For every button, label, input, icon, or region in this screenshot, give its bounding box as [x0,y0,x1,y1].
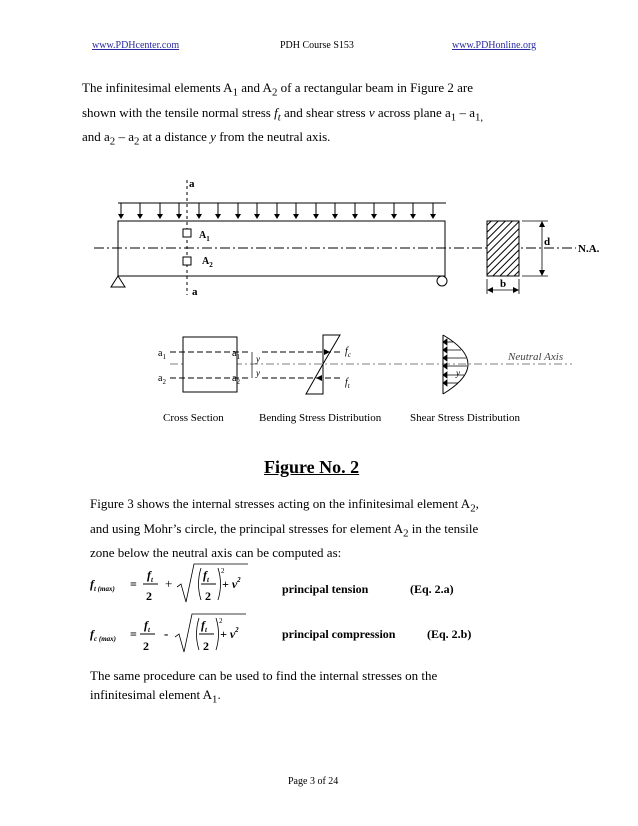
cross-section-rect [183,337,237,392]
svg-text:2: 2 [146,589,152,603]
svg-text:2: 2 [203,639,209,653]
equation-principal-compression [80,610,560,658]
svg-text:2: 2 [143,639,149,653]
y-dim-lower: y [256,368,260,378]
eq2-ref: (Eq. 2.b) [427,627,472,641]
svg-text:ft: $f_t$ [144,618,150,634]
eq1-ref: (Eq. 2.a) [410,582,454,596]
eq2-label: principal compression [282,627,396,641]
y-dim-upper: y [256,354,260,364]
shear-y-label: y [456,368,460,378]
roller-support [437,276,447,286]
stress-diagrams [0,330,638,430]
a1-left-label: $a_1$ [158,348,166,361]
header-left-link[interactable]: www.PDHcenter.com [92,40,180,51]
equation-principal-tension [80,560,560,608]
a2-left-label: $a_2$ [158,373,166,386]
svg-text:-: - [164,626,169,641]
svg-text:+ v2: + $v^2$ [220,626,239,641]
neutral-axis-caption: Neutral Axis [508,351,564,363]
label-a2: $A_2$ [202,256,213,269]
closing-paragraph: The same procedure can be used to find the internal stresses on the infinitesimal element $A_1$. [90,668,438,706]
svg-text:2: 2 [221,567,225,575]
svg-text:ft: $f_t$ [147,568,153,584]
label-a1: $A_1$ [199,230,210,243]
caption-cross-section: Cross Section [163,412,224,424]
pin-support [111,276,125,287]
compression-triangle [323,335,340,364]
a1-right-label: $a_1$ [232,348,240,361]
mohr-paragraph: Figure 3 shows the internal stresses acting on the infinitesimal element $A_2$, and using Mohr’s circle, the principal stresses for element $A_2$ in the tensile zone below the neutral axis can be computed as: [90,496,479,561]
intro-paragraph: The infinitesimal elements $A_1$ and $A_2$ of a rectangular beam in Figure 2 are shown with the tensile normal stress $f_t$ and shear stress v across plane $a_1 - a_{1,}$ and $a_2 - a_2$ at a distance y from the neutral axis. [82,80,484,148]
distributed-load-arrows [118,203,436,219]
figure-title: Figure No. 2 [264,457,360,477]
element-a2 [183,257,191,265]
header-right-link[interactable]: www.PDHonline.org [452,40,537,51]
beam-diagram [0,160,638,310]
fc-label: $f_c$ [345,346,351,359]
element-a1 [183,229,191,237]
caption-shear: Shear Stress Distribution [410,412,520,424]
page-number: Page 3 of 24 [288,776,339,787]
svg-text:2: 2 [205,589,211,603]
width-label: b [500,278,507,290]
section-label-bottom: a [192,286,198,298]
shear-arrows [443,339,467,386]
header-course: PDH Course S153 [280,40,354,51]
svg-text:+ v2: + $v^2$ [222,576,241,591]
ft-label: $f_t$ [345,377,350,390]
depth-label: d [544,236,551,248]
caption-bending: Bending Stress Distribution [259,412,382,424]
svg-text:+: + [165,576,173,591]
neutral-axis-label: N.A. [578,243,600,255]
svg-text:=: = [130,627,137,641]
svg-text:2: 2 [219,617,223,625]
a2-right-label: $a_2$ [232,373,240,386]
svg-text:ft (max): $f_{t (max)}$ [90,577,115,593]
section-label-top: a [189,178,195,190]
svg-text:ft: $f_t$ [201,618,207,634]
svg-text:ft: $f_t$ [203,568,209,584]
svg-text:fc (max): $f_{c (max)}$ [90,627,116,643]
beam-cross-section [487,221,519,276]
eq1-label: principal tension [282,582,369,596]
svg-text:=: = [130,577,137,591]
